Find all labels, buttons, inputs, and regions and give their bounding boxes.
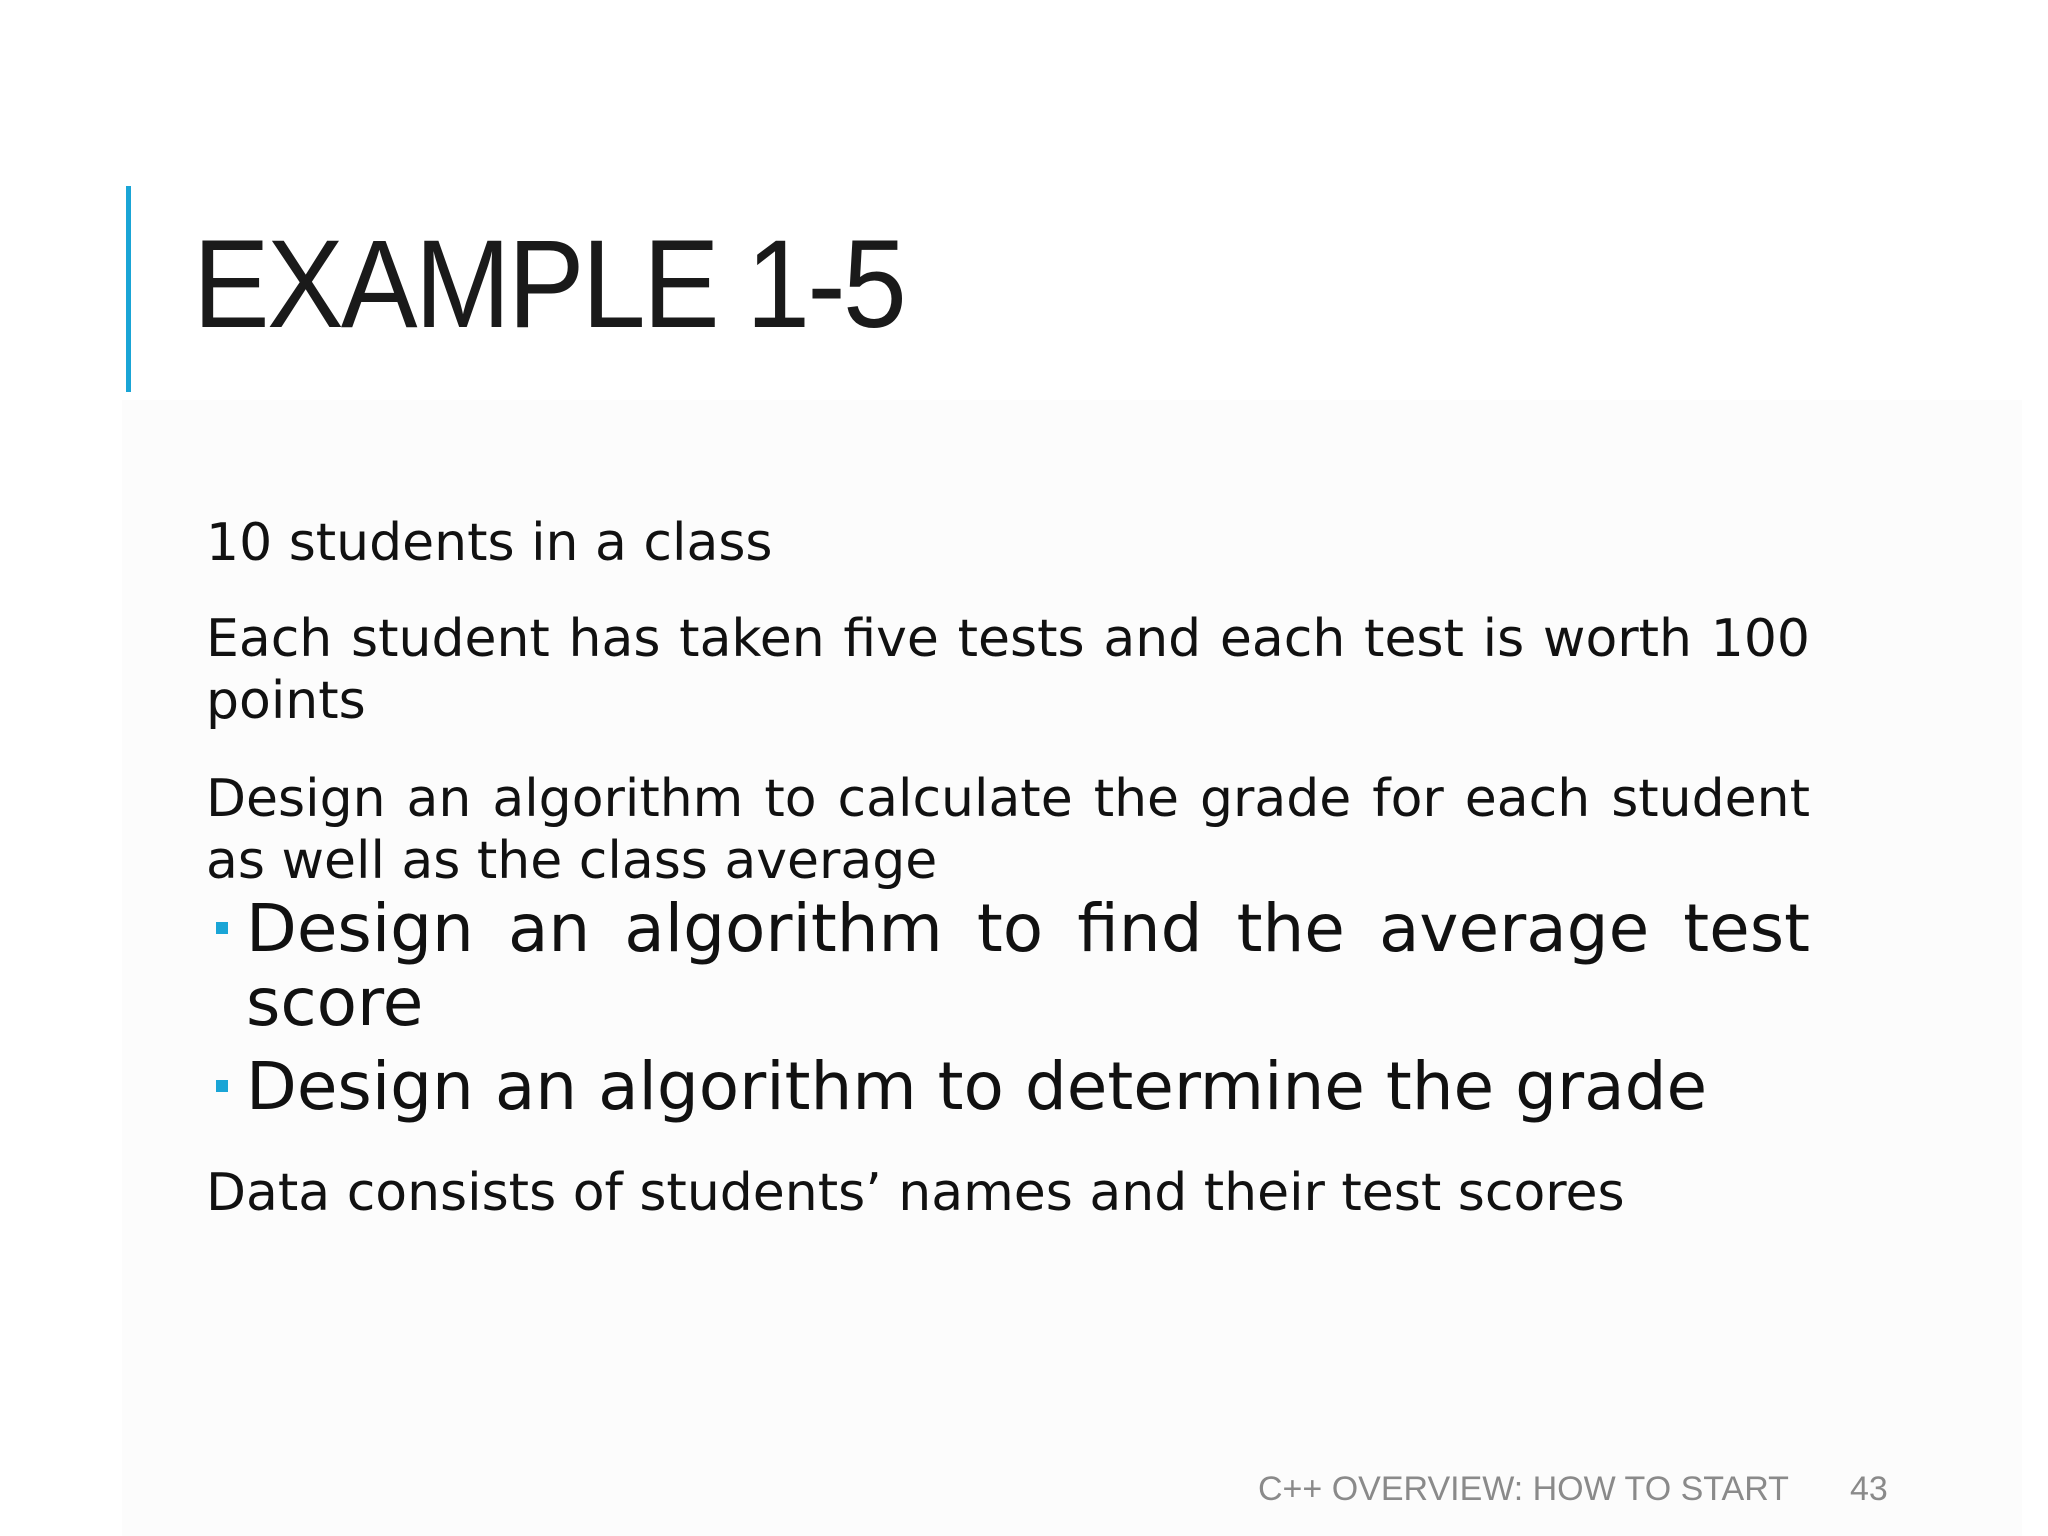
paragraph-design-task: Design an algorithm to calculate the grade for each student as well as the class average [206, 769, 1810, 891]
bullet-list [206, 892, 1810, 1124]
bullet-item-average-score [206, 892, 1810, 1040]
slide-title: EXAMPLE 1-5 [193, 215, 905, 354]
footer-title: C++ OVERVIEW: HOW TO START [1258, 1470, 1789, 1508]
slide-body [206, 512, 1810, 1224]
bullet-text: Design an algorithm to determine the grade [246, 1048, 1708, 1125]
paragraph-tests-info: Each student has taken five tests and each test is worth 100 points [206, 609, 1810, 731]
page-number: 43 [1850, 1470, 1888, 1508]
square-bullet-icon [216, 922, 228, 934]
paragraph-class-size: 10 students in a class [206, 513, 773, 573]
square-bullet-icon [216, 1080, 228, 1092]
title-accent-bar [126, 186, 131, 392]
paragraph-data-description: Data consists of students’ names and their test scores [206, 1163, 1625, 1223]
bullet-item-determine-grade [206, 1050, 1810, 1124]
bullet-text: Design an algorithm to find the average test score [246, 890, 1810, 1041]
